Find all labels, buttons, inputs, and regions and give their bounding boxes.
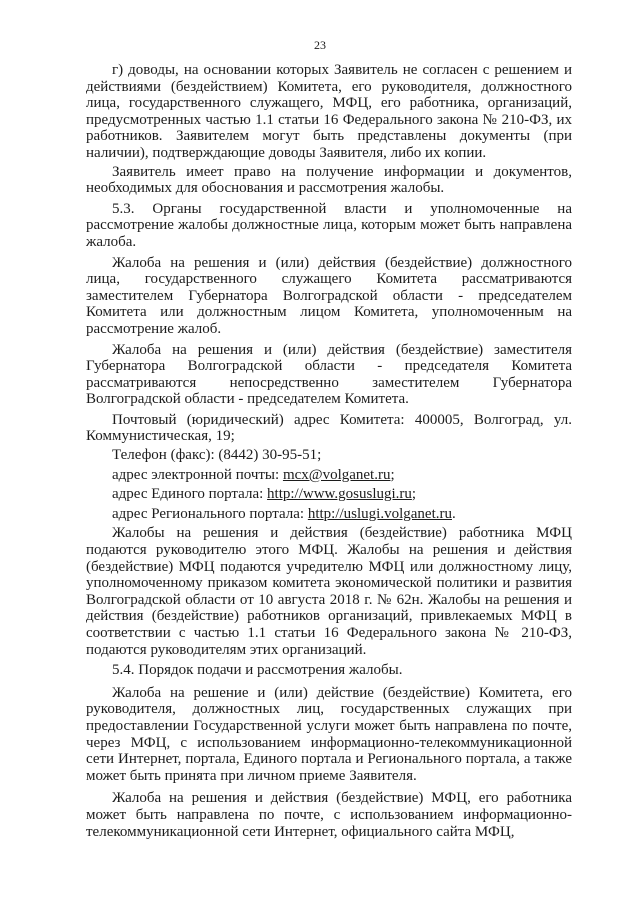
regional-portal-tail: . bbox=[451, 505, 456, 522]
paragraph-complaint-deputy: Жалоба на решения и (или) действия (бездействие) заместителя Губернатора Волгоградской области - председателя Комитета рассматриваются непосредственно заместителем Губернатора Волгоградской области - председателем Комитета. bbox=[86, 341, 572, 408]
regional-portal-link[interactable]: http://uslugi.volganet.ru bbox=[307, 505, 452, 522]
paragraph-mfc-complaints: Жалобы на решения и действия (бездействие) работника МФЦ подаются руководителю этого МФЦ. Жалобы на решения и действия (бездействие) МФЦ подаются учредителю МФЦ или должностному лицу, уполномоченному приказом комитета экономической политики и развития Волгоградской области от 10 августа 2018 г. № 62н. Жалобы на решения и действия (бездействие) работников организаций, привлекаемых МФЦ в соответствии с частью 1.1 статьи 16 Федерального закона № 210-ФЗ, подаются руководителям этих организаций. bbox=[86, 525, 572, 658]
page-number: 23 bbox=[314, 38, 326, 52]
phone-line: Телефон (факс): (8442) 30-95-51; bbox=[112, 447, 322, 464]
paragraph-mfc-submission: Жалоба на решения и действия (бездействие) МФЦ, его работника может быть направлена по почте, с использованием информационно-телекоммуникационной сети Интернет, официального сайта МФЦ, bbox=[86, 790, 572, 840]
regional-portal-label: адрес Регионального портала: bbox=[112, 505, 308, 522]
unified-portal-link[interactable]: http://www.gosuslugi.ru bbox=[267, 486, 412, 503]
email-line bbox=[86, 467, 572, 484]
unified-portal-tail: ; bbox=[411, 486, 417, 503]
email-link[interactable]: mcx@volganet.ru bbox=[282, 466, 391, 483]
unified-portal-label: адрес Единого портала: bbox=[112, 486, 268, 503]
paragraph-grounds: г) доводы, на основании которых Заявитель не согласен с решением и действиями (бездействием) Комитета, его руководителя, должностного лица, государственного служащего, МФЦ, его работника, организаций, предусмотренных частью 1.1 статьи 16 Федерального закона № 210-ФЗ, их работников. Заявителем могут быть представлены документы (при наличии), подтверждающие доводы Заявителя, либо их копии. bbox=[86, 62, 572, 161]
paragraph-postal-address: Почтовый (юридический) адрес Комитета: 400005, Волгоград, ул. Коммунистическая, 19; bbox=[86, 411, 572, 445]
paragraph-complaint-official: Жалоба на решения и (или) действия (бездействие) должностного лица, государственного служащего Комитета рассматриваются заместителем Губернатора Волгоградской области - председателем Комитета или должностным лицом Комитета, уполномоченным на рассмотрение жалоб. bbox=[86, 254, 572, 337]
unified-portal-line bbox=[86, 486, 572, 503]
email-tail: ; bbox=[390, 466, 395, 483]
paragraph-applicant-right: Заявитель имеет право на получение информации и документов, необходимых для обоснования и рассмотрения жалобы. bbox=[86, 163, 572, 197]
paragraph-section-5-4: 5.4. Порядок подачи и рассмотрения жалобы. bbox=[112, 662, 403, 679]
regional-portal-line bbox=[86, 506, 572, 523]
paragraph-submission-channels: Жалоба на решение и (или) действие (бездействие) Комитета, его руководителя, должностных лиц, государственных служащих при предоставлении Государственной услуги может быть направлена по почте, через МФЦ, с использованием информационно-телекоммуникационной сети Интернет, портала, Единого портала и Регионального портала, а также может быть принята при личном приеме Заявителя. bbox=[86, 684, 572, 784]
email-label: адрес электронной почты: bbox=[112, 466, 283, 483]
paragraph-section-5-3: 5.3. Органы государственной власти и уполномоченные на рассмотрение жалобы должностные лица, которым может быть направлена жалоба. bbox=[86, 200, 572, 250]
document-body bbox=[86, 62, 572, 844]
